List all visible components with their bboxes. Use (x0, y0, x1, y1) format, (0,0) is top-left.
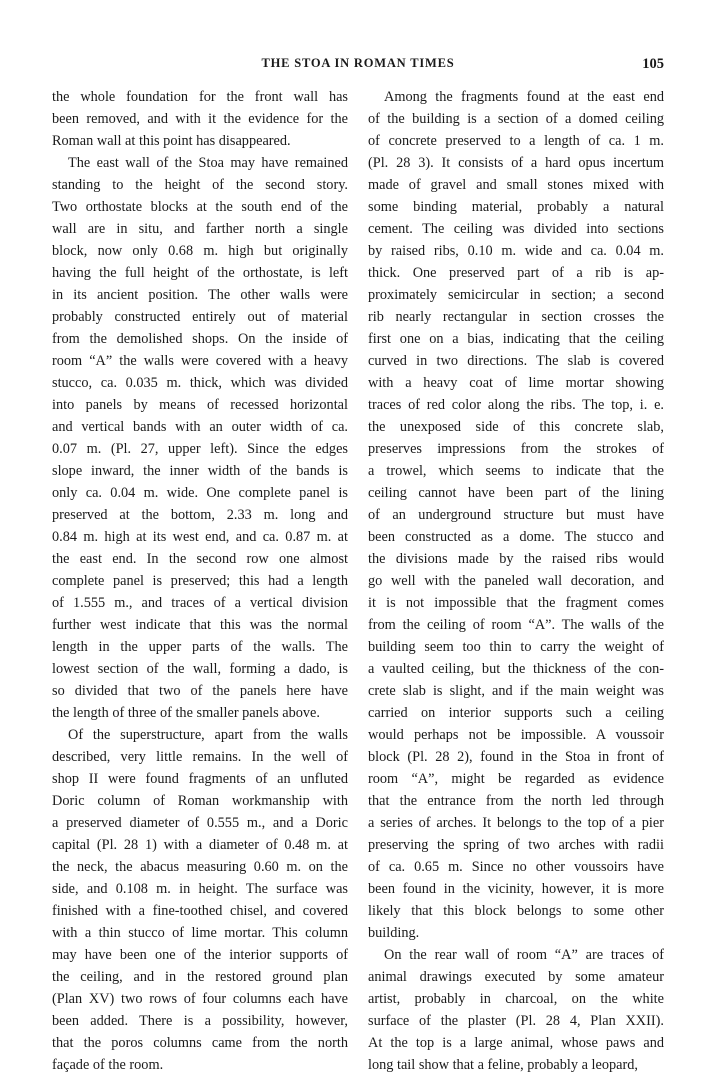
right-column (368, 86, 664, 1076)
right-paragraph-2 (368, 944, 664, 1076)
text-line: of an underground structure but must have (368, 507, 664, 523)
text-line: crete slab is slight, and if the main weight was (368, 683, 664, 699)
text-line: Among the fragments found at the east end (384, 89, 664, 105)
text-line: been removed, and with it the evidence for the (52, 111, 348, 127)
text-line: cement. The ceiling was divided into sections (368, 221, 664, 237)
text-line: curved in two directions. The slab is covered (368, 353, 664, 369)
text-line: standing to the height of the second story. (52, 177, 348, 193)
text-line: Two orthostate blocks at the south end of the (52, 199, 348, 215)
text-line: length in the upper parts of the walls. The (52, 639, 348, 655)
text-line: the whole foundation for the front wall has (52, 89, 348, 105)
text-line: the unexposed side of this concrete slab, (368, 419, 664, 435)
text-line: been found in the vicinity, however, it is more (368, 881, 664, 897)
text-line: rib nearly rectangular in section crosses the (368, 309, 664, 325)
text-line: a trowel, which seems to indicate that the (368, 463, 664, 479)
text-line: carried on interior supports such a ceiling (368, 705, 664, 721)
text-line: artist, probably in charcoal, on the white (368, 991, 664, 1007)
text-line: some binding material, probably a natural (368, 199, 664, 215)
text-line: that the entrance from the north led through (368, 793, 664, 809)
text-line: At the top is a large animal, whose paws and (368, 1035, 664, 1051)
text-line: ceiling cannot have been part of the lining (368, 485, 664, 501)
text-line: go well with the paneled wall decoration, and (368, 573, 664, 589)
text-line: of ca. 0.65 m. Since no other voussoirs have (368, 859, 664, 875)
text-line: complete panel is preserved; this had a length (52, 573, 348, 589)
text-line: stucco, ca. 0.035 m. thick, which was divided (52, 375, 348, 391)
text-line: Roman wall at this point has disappeared. (52, 133, 291, 149)
text-line: the ceiling, and in the restored ground plan (52, 969, 348, 985)
left-paragraph-1 (52, 86, 348, 152)
text-line: the divisions made by the raised ribs would (368, 551, 664, 567)
text-line: block, now only 0.68 m. high but originally (52, 243, 348, 259)
text-line: that the poros columns came from the north (52, 1035, 348, 1051)
text-line: into panels by means of recessed horizontal (52, 397, 348, 413)
text-line: with a thin stucco of lime mortar. This column (52, 925, 348, 941)
text-line: building. (368, 925, 420, 941)
text-line: Doric column of Roman workmanship with (52, 793, 348, 809)
text-line: likely that this block belongs to some other (368, 903, 664, 919)
page-number: 105 (642, 56, 664, 72)
text-line: it is not impossible that the fragment comes (368, 595, 664, 611)
text-line: room “A” the walls were covered with a heavy (52, 353, 348, 369)
text-line: On the rear wall of room “A” are traces of (384, 947, 664, 963)
text-line: traces of red color along the ribs. The top, i. e. (368, 397, 664, 413)
text-line: of the building is a section of a domed ceiling (368, 111, 664, 127)
text-line: 0.07 m. (Pl. 27, upper left). Since the edges (52, 441, 348, 457)
text-line: surface of the plaster (Pl. 28 4, Plan XXII). (368, 1013, 664, 1029)
text-line: the neck, the abacus measuring 0.60 m. on the (52, 859, 348, 875)
text-line: block (Pl. 28 2), found in the Stoa in front of (368, 749, 664, 765)
text-line: may have been one of the interior supports of (52, 947, 348, 963)
text-line: building seem too thin to carry the weight of (368, 639, 664, 655)
text-line: only ca. 0.04 m. wide. One complete panel is (52, 485, 348, 501)
text-line: and vertical bands with an outer width of ca. (52, 419, 348, 435)
text-line: in its ancient position. The other walls were (52, 287, 348, 303)
text-line: made of gravel and small stones mixed with (368, 177, 664, 193)
text-line: would perhaps not be impossible. A voussoir (368, 727, 664, 743)
text-line: of 1.555 m., and traces of a vertical division (52, 595, 348, 611)
text-line: thick. One preserved part of a rib is ap- (368, 265, 664, 281)
running-title: THE STOA IN ROMAN TIMES (261, 56, 455, 70)
text-line: side, and 0.108 m. in height. The surface was (52, 881, 348, 897)
text-line: having the full height of the orthostate, is left (52, 265, 348, 281)
text-line: further west indicate that this was the normal (52, 617, 348, 633)
right-paragraph-1 (368, 86, 664, 944)
text-line: preserving the spring of two arches with radii (368, 837, 664, 853)
text-line: from the demolished shops. On the inside of (52, 331, 348, 347)
text-line: slope inward, the inner width of the bands is (52, 463, 348, 479)
text-line: preserves impressions from the strokes of (368, 441, 664, 457)
left-column (52, 86, 348, 1076)
text-line: animal drawings executed by some amateur (368, 969, 664, 985)
text-line: The east wall of the Stoa may have remained (68, 155, 348, 171)
text-line: a preserved diameter of 0.555 m., and a Doric (52, 815, 348, 831)
text-line: first one on a bias, indicating that the ceiling (368, 331, 664, 347)
text-line: so divided that two of the panels here have (52, 683, 348, 699)
text-line: finished with a fine-toothed chisel, and covered (52, 903, 348, 919)
text-line: (Pl. 28 3). It consists of a hard opus incertum (368, 155, 664, 171)
text-line: preserved at the bottom, 2.33 m. long and (52, 507, 348, 523)
text-line: capital (Pl. 28 1) with a diameter of 0.48 m. at (52, 837, 348, 853)
text-line: shop II were found fragments of an unfluted (52, 771, 348, 787)
text-line: been constructed as a dome. The stucco and (368, 529, 664, 545)
text-line: long tail show that a feline, probably a leopard, (368, 1057, 638, 1073)
running-head (52, 56, 664, 76)
text-line: the length of three of the smaller panels above. (52, 705, 320, 721)
text-line: 0.84 m. high at its west end, and ca. 0.87 m. at (52, 529, 348, 545)
text-line: with a heavy coat of lime mortar showing (368, 375, 664, 391)
text-line: a series of arches. It belongs to the top of a pier (368, 815, 664, 831)
text-line: proximately semicircular in section; a second (368, 287, 664, 303)
text-line: by raised ribs, 0.10 m. wide and ca. 0.04 m. (368, 243, 664, 259)
text-line: Of the superstructure, apart from the walls (68, 727, 348, 743)
text-line: façade of the room. (52, 1057, 164, 1073)
text-line: wall are in situ, and farther north a single (52, 221, 348, 237)
text-line: of concrete preserved to a length of ca. 1 m. (368, 133, 664, 149)
text-line: from the ceiling of room “A”. The walls of the (368, 617, 664, 633)
text-line: a vaulted ceiling, but the thickness of the con- (368, 661, 664, 677)
text-line: (Plan XV) two rows of four columns each have (52, 991, 348, 1007)
left-paragraph-3 (52, 724, 348, 1076)
text-line: lowest section of the wall, forming a dado, is (52, 661, 348, 677)
text-line: the east end. In the second row one almost (52, 551, 348, 567)
left-paragraph-2 (52, 152, 348, 724)
text-line: been added. There is a possibility, however, (52, 1013, 348, 1029)
text-line: probably constructed entirely out of material (52, 309, 348, 325)
text-line: described, very little remains. In the well of (52, 749, 348, 765)
text-line: room “A”, might be regarded as evidence (368, 771, 664, 787)
